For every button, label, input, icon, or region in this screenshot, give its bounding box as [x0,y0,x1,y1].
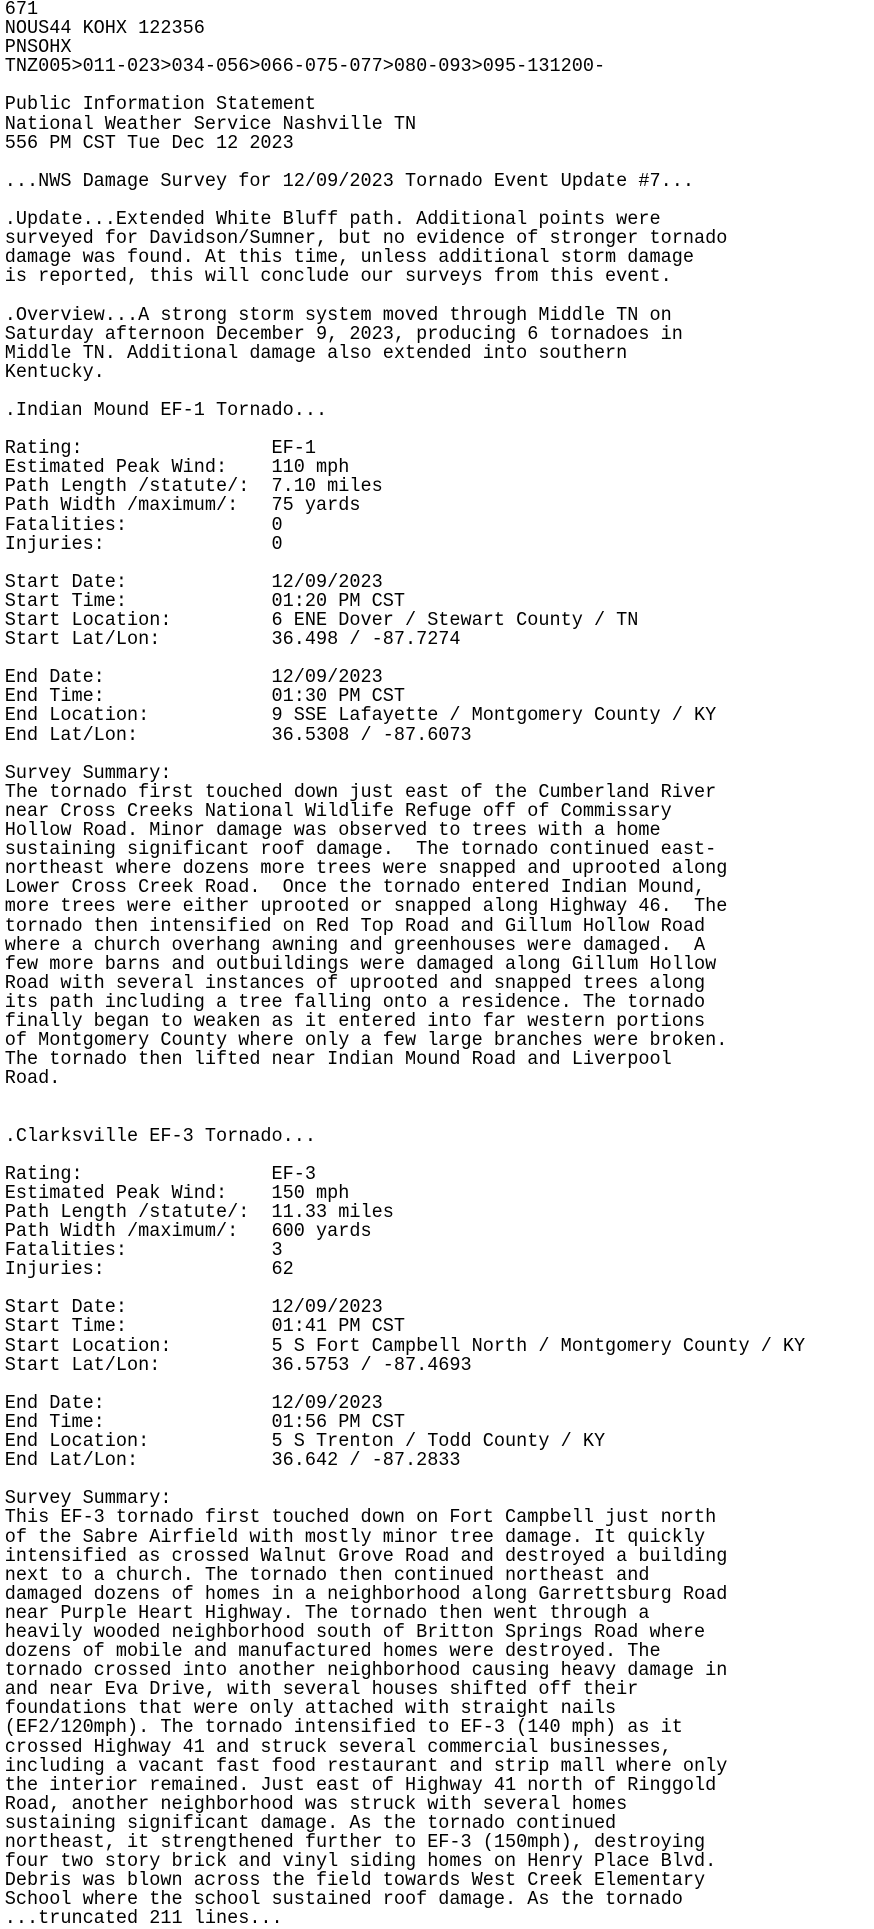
text-line: of Montgomery County where only a few large branches were broken. [4,1029,728,1052]
text-line: This EF-3 tornado first touched down on Fort Campbell just north [4,1506,717,1529]
text-line: Rating: EF-1 [4,437,317,460]
text-line: Start Location: 6 ENE Dover / Stewart County / TN [4,609,639,631]
text-line: northeast where dozens more trees were snapped and uprooted along [4,857,728,880]
text-line: 671 [4,0,39,20]
text-line: more trees were either uprooted or snapped along Highway 46. The [4,895,728,918]
text-line: End Time: 01:56 PM CST [4,1410,405,1433]
text-line: damaged dozens of homes in a neighborhood along Garrettsburg Road [4,1582,728,1605]
text-line: The tornado then lifted near Indian Mound Road and Liverpool [4,1048,672,1071]
text-line: ...truncated 211 lines... [4,1907,283,1929]
text-line [5,1146,831,1165]
text-line: including a vacant fast food restaurant and strip mall where only [4,1754,728,1777]
text-line: National Weather Service Nashville TN [4,112,417,135]
text-line: TNZ005>011-023>034-056>066-075-077>080-093>095-131200- [4,55,606,78]
text-line: Road. [4,1067,61,1090]
text-line: Kentucky. [4,360,105,383]
text-line: tornado then intensified on Red Top Road and Gillum Hollow Road [4,914,706,937]
text-line: northeast, it strengthened further to EF-3 (150mph), destroying [4,1831,706,1853]
text-line: Public Information Statement [4,93,317,116]
text-line [5,554,831,573]
text-line: End Location: 9 SSE Lafayette / Montgomery County / KY [4,704,717,727]
text-line: Start Lat/Lon: 36.498 / -87.7274 [4,628,461,651]
text-line: End Lat/Lon: 36.642 / -87.2833 [4,1449,461,1472]
text-line: surveyed for Davidson/Sumner, but no evidence of stronger tornado [4,227,728,250]
text-line [5,1375,831,1394]
text-line: End Lat/Lon: 36.5308 / -87.6073 [4,723,472,746]
text-line: Hollow Road. Minor damage was observed to trees with a home [4,819,661,842]
text-line [5,1088,831,1107]
text-line: Survey Summary: [4,1487,172,1510]
text-line: Road, another neighborhood was struck with several homes [4,1792,628,1815]
text-line: .Overview...A strong storm system moved through Middle TN on [4,303,672,326]
text-line: Start Date: 12/09/2023 [4,570,383,593]
text-line: where a church overhang awning and greenhouses were damaged. A [4,933,706,956]
text-line: Estimated Peak Wind: 110 mph [4,456,350,479]
text-line: Debris was blown across the field towards West Creek Elementary [4,1869,706,1892]
text-line: Lower Cross Creek Road. Once the tornado entered Indian Mound, [4,876,706,899]
text-line: End Time: 01:30 PM CST [4,685,405,708]
text-line: Start Location: 5 S Fort Campbell North / Montgomery County / KY [4,1334,806,1357]
text-line [5,1107,831,1126]
text-line: is reported, this will conclude our surveys from this event. [4,265,672,288]
text-line: ...NWS Damage Survey for 12/09/2023 Tornado Event Update #7... [4,169,695,192]
text-line: Path Length /statute/: 11.33 miles [4,1200,394,1223]
text-line: crossed Highway 41 and struck several commercial businesses, [4,1735,672,1758]
text-line: End Location: 5 S Trenton / Todd County / KY [4,1430,606,1453]
text-line: sustaining significant roof damage. The tornado continued east- [4,838,717,861]
text-line [5,153,831,172]
text-line: tornado crossed into another neighborhood causing heavy damage in [4,1659,728,1682]
text-line: Start Time: 01:20 PM CST [4,589,405,612]
text-line: Injuries: 62 [4,1258,294,1281]
text-line: PNSOHX [4,36,72,59]
text-line: Path Width /maximum/: 600 yards [4,1220,372,1242]
text-line: Rating: EF-3 [4,1162,317,1185]
text-line: End Date: 12/09/2023 [4,1391,383,1414]
text-line: dozens of mobile and manufactured homes were destroyed. The [4,1640,661,1663]
text-line: The tornado first touched down just east of the Cumberland River [4,780,717,803]
text-line: sustaining significant damage. As the tornado continued [4,1811,617,1834]
text-line: Fatalities: 3 [4,1239,283,1262]
text-line: intensified as crossed Walnut Grove Road and destroyed a building [4,1544,728,1567]
text-line: Estimated Peak Wind: 150 mph [4,1181,350,1204]
text-line: finally began to weaken as it entered into far western portions [4,1009,706,1032]
text-line: Road with several instances of uprooted and snapped trees along [4,971,706,994]
text-line: Path Length /statute/: 7.10 miles [4,475,383,498]
text-line: Injuries: 0 [4,532,283,555]
text-line: 556 PM CST Tue Dec 12 2023 [4,131,294,154]
text-line: Survey Summary: [4,761,172,784]
text-line: (EF2/120mph). The tornado intensified to EF-3 (140 mph) as it [4,1716,683,1739]
text-line: heavily wooded neighborhood south of Britton Springs Road where [4,1620,706,1643]
text-line: next to a church. The tornado then continued northeast and [4,1563,650,1586]
text-line: Fatalities: 0 [4,513,283,536]
text-line: NOUS44 KOHX 122356 [4,17,205,40]
text-line [5,745,831,764]
text-line: Path Width /maximum/: 75 yards [4,494,361,517]
text-line: its path including a tree falling onto a residence. The tornado [4,990,706,1013]
text-line: .Clarksville EF-3 Tornado... [4,1124,317,1147]
text-line: few more barns and outbuildings were damaged along Gillum Hollow [4,952,717,975]
text-line [5,286,831,305]
text-line: near Cross Creeks National Wildlife Refuge off of Commissary [4,799,672,822]
text-line: Start Date: 12/09/2023 [4,1296,383,1319]
text-line: Saturday afternoon December 9, 2023, producing 6 tornadoes in [4,322,683,345]
text-line: the interior remained. Just east of Highway 41 north of Ringgold [4,1773,717,1796]
text-line: four two story brick and vinyl siding homes on Henry Place Blvd. [4,1850,717,1873]
text-line: Start Time: 01:41 PM CST [4,1315,405,1338]
text-line: Middle TN. Additional damage also extended into southern [4,341,628,364]
text-line: End Date: 12/09/2023 [4,666,383,689]
text-line: foundations that were only attached with straight nails [4,1697,617,1720]
text-line: of the Sabre Airfield with mostly minor tree damage. It quickly [4,1525,706,1548]
text-line: Start Lat/Lon: 36.5753 / -87.4693 [4,1353,472,1376]
text-line: damage was found. At this time, unless additional storm damage [4,246,695,269]
text-line: School where the school sustained roof damage. As the tornado [4,1888,683,1911]
text-line: .Indian Mound EF-1 Tornado... [4,398,328,421]
text-line: near Purple Heart Highway. The tornado then went through a [4,1601,650,1624]
text-line: and near Eva Drive, with several houses shifted off their [4,1678,639,1701]
text-line: .Update...Extended White Bluff path. Additional points were [4,208,661,231]
